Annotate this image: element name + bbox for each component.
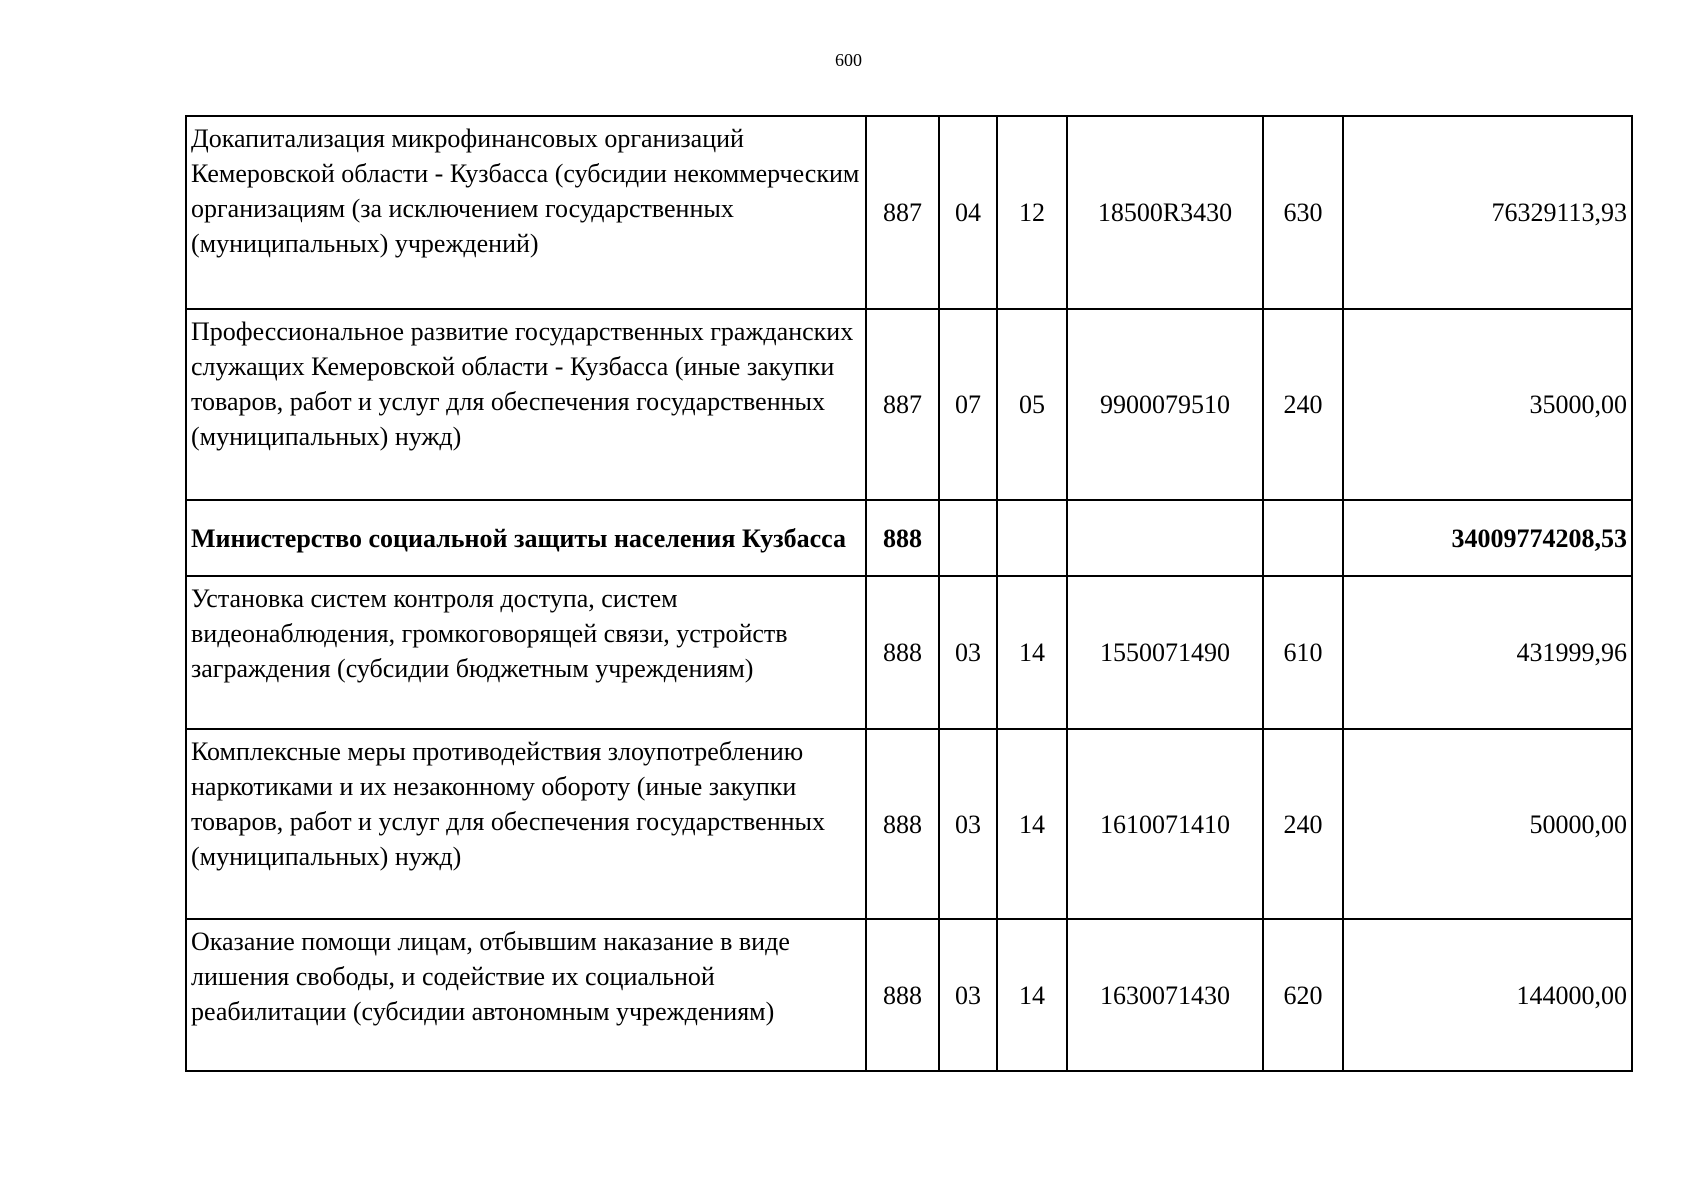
row-department-code: 888: [866, 729, 939, 919]
row-amount: 50000,00: [1343, 729, 1632, 919]
row-section-code: [939, 500, 997, 576]
row-expense-type-code: 240: [1263, 729, 1343, 919]
row-amount: 431999,96: [1343, 576, 1632, 729]
row-department-code: 887: [866, 309, 939, 500]
row-name: Установка систем контроля доступа, систем видеонаблюдения, громкоговорящей связи, устройств заграждения (субсидии бюджетным учреждениям): [186, 576, 866, 729]
table-row: [186, 919, 1632, 1071]
row-amount: 34009774208,53: [1343, 500, 1632, 576]
row-subsection-code: 14: [997, 919, 1067, 1071]
row-section-code: 07: [939, 309, 997, 500]
row-subsection-code: 14: [997, 729, 1067, 919]
row-expense-type-code: 620: [1263, 919, 1343, 1071]
row-department-code: 888: [866, 576, 939, 729]
row-expense-type-code: [1263, 500, 1343, 576]
table-row: [186, 576, 1632, 729]
row-department-code: 887: [866, 116, 939, 309]
row-amount: 35000,00: [1343, 309, 1632, 500]
row-name: Министерство социальной защиты населения Кузбасса: [186, 500, 866, 576]
row-name: Оказание помощи лицам, отбывшим наказание в виде лишения свободы, и содействие их социальной реабилитации (субсидии автономным учреждениям): [186, 919, 866, 1071]
row-department-code: 888: [866, 500, 939, 576]
row-expense-type-code: 630: [1263, 116, 1343, 309]
row-name: Докапитализация микрофинансовых организаций Кемеровской области - Кузбасса (субсидии некоммерческим организациям (за исключением государственных (муниципальных) учреждений): [186, 116, 866, 309]
row-name: Профессиональное развитие государственных гражданских служащих Кемеровской области - Кузбасса (иные закупки товаров, работ и услуг для обеспечения государственных (муниципальных) нужд): [186, 309, 866, 500]
row-target-article-code: 1550071490: [1067, 576, 1263, 729]
page-number: 600: [835, 50, 862, 70]
row-amount: 76329113,93: [1343, 116, 1632, 309]
table-row-ministry-total: [186, 500, 1632, 576]
table-row: [186, 309, 1632, 500]
row-expense-type-code: 240: [1263, 309, 1343, 500]
table-row: [186, 116, 1632, 309]
row-section-code: 03: [939, 576, 997, 729]
row-amount: 144000,00: [1343, 919, 1632, 1071]
row-name: Комплексные меры противодействия злоупотреблению наркотиками и их незаконному обороту (иные закупки товаров, работ и услуг для обеспечения государственных (муниципальных) нужд): [186, 729, 866, 919]
row-target-article-code: 1610071410: [1067, 729, 1263, 919]
row-subsection-code: [997, 500, 1067, 576]
row-department-code: 888: [866, 919, 939, 1071]
table-row: [186, 729, 1632, 919]
row-expense-type-code: 610: [1263, 576, 1343, 729]
row-target-article-code: 1630071430: [1067, 919, 1263, 1071]
budget-table: [185, 115, 1633, 1072]
row-target-article-code: [1067, 500, 1263, 576]
row-section-code: 03: [939, 729, 997, 919]
row-subsection-code: 14: [997, 576, 1067, 729]
row-subsection-code: 05: [997, 309, 1067, 500]
row-section-code: 03: [939, 919, 997, 1071]
row-section-code: 04: [939, 116, 997, 309]
row-target-article-code: 9900079510: [1067, 309, 1263, 500]
row-subsection-code: 12: [997, 116, 1067, 309]
row-target-article-code: 18500R3430: [1067, 116, 1263, 309]
